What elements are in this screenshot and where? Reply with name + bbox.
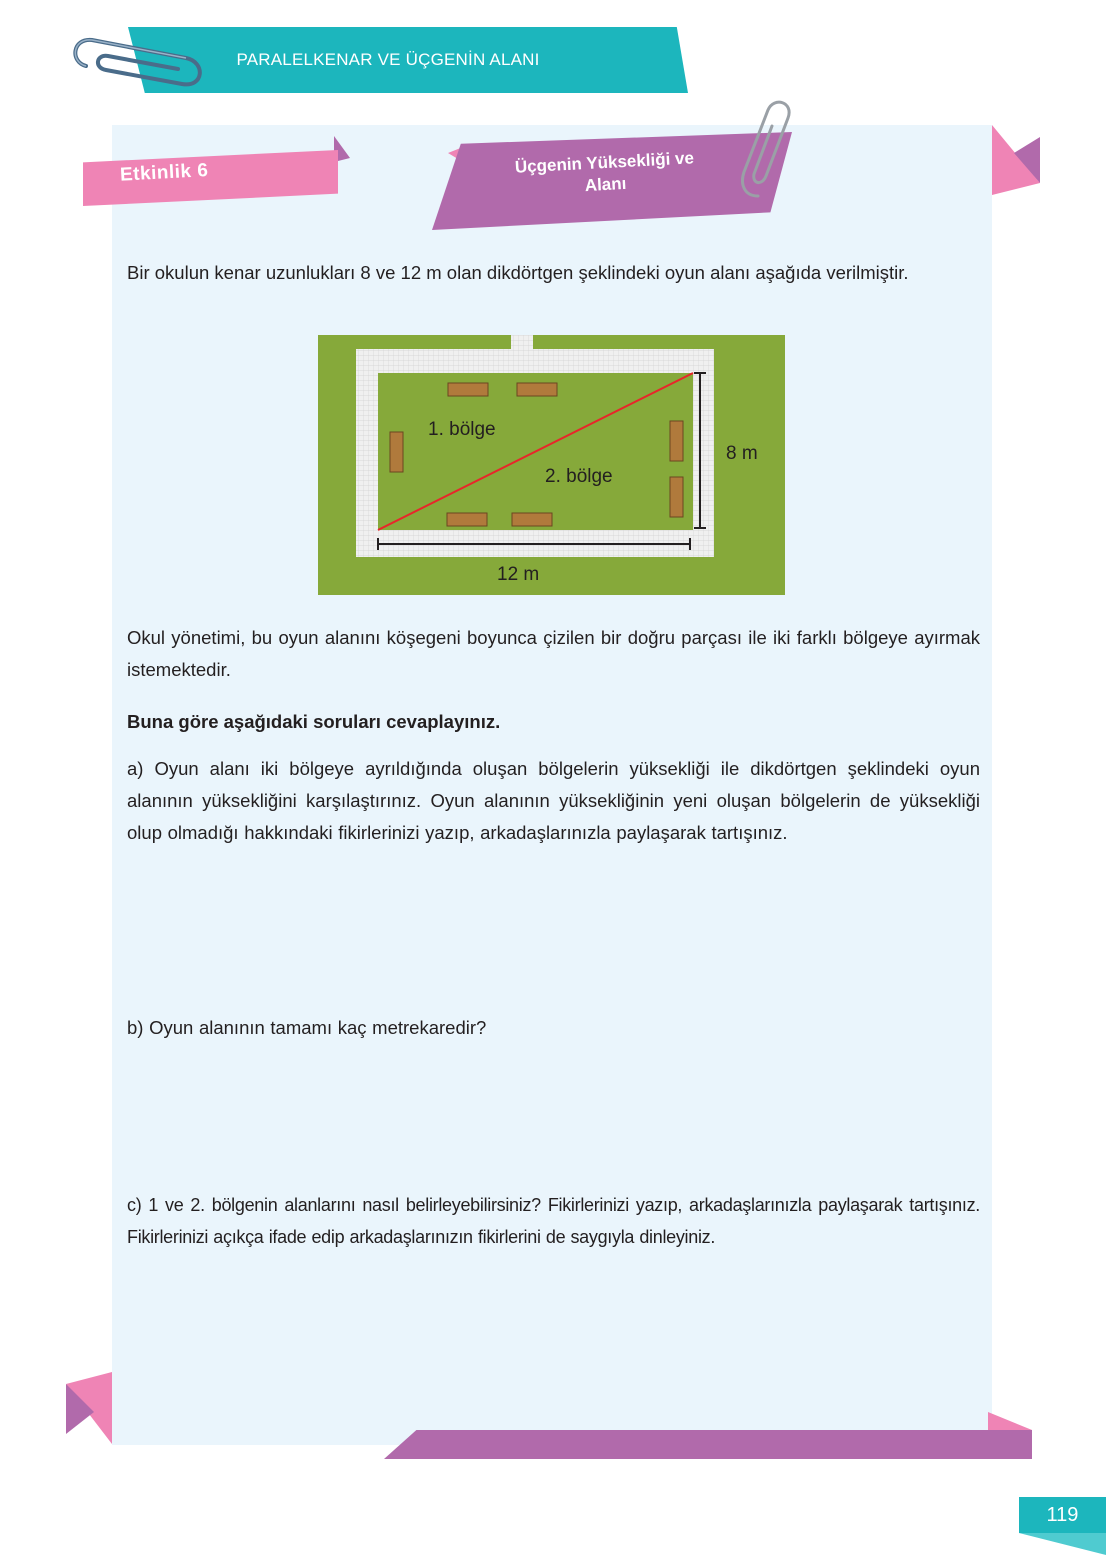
bench [670, 421, 683, 461]
width-label: 12 m [497, 564, 540, 585]
page-number-fold [1019, 1533, 1106, 1555]
bench [670, 477, 683, 517]
question-b: b) Oyun alanının tamamı kaç metrekaredir? [127, 1017, 487, 1038]
instruction-text: Buna göre aşağıdaki soruları cevaplayınız. [127, 711, 501, 732]
corner-ribbon-top-right [992, 125, 1040, 197]
activity-label: Etkinlik 6 [119, 160, 209, 186]
question-a: a) Oyun alanı iki bölgeye ayrıldığında oluşan bölgelerin yüksekliği ile dikdörtgen şeklindeki oyun alanının yüksekliğini karşılaştırınız. Oyun alanının yüksekliğinin yeni oluşan bölgelerin de yüksekliği olup olmadığı hakkındaki fikirlerinizi yazıp, arkadaşlarınızla paylaşarak tartışınız. [127, 758, 980, 843]
question-c: c) 1 ve 2. bölgenin alanlarını nasıl belirleyebilirsiniz? Fikirlerinizi yazıp, arkadaşlarınızla paylaşarak tartışınız. Fikirlerinizi açıkça ifade edip arkadaşlarınızın fikirlerini de saygıyla dinleyiniz. [127, 1195, 980, 1247]
bench [448, 383, 488, 396]
region1-label: 1. bölge [428, 419, 496, 440]
bench [512, 513, 552, 526]
paperclip-icon [728, 96, 798, 206]
bottom-accent-bar [384, 1430, 1032, 1459]
page-number: 119 [1019, 1497, 1106, 1533]
intro-paragraph: Bir okulun kenar uzunlukları 8 ve 12 m olan dikdörtgen şeklindeki oyun alanı aşağıda verilmiştir. [127, 262, 909, 283]
bench [447, 513, 487, 526]
height-label: 8 m [726, 443, 758, 464]
topic-title-line1: Üçgenin Yüksekliği ve [514, 148, 695, 177]
walkway-entrance [511, 335, 533, 351]
playground-figure [318, 335, 785, 595]
chapter-title: PARALELKENAR VE ÜÇGENİN ALANI [236, 50, 540, 69]
topic-title-line2: Alanı [584, 173, 627, 196]
bench [517, 383, 557, 396]
division-paragraph: Okul yönetimi, bu oyun alanını köşegeni boyunca çizilen bir doğru parçası ile iki farklı bölgeye ayırmak istemektedir. [127, 627, 980, 680]
corner-ribbon-bottom-left [66, 1372, 114, 1446]
paperclip-icon [66, 22, 216, 92]
bench [390, 432, 403, 472]
region2-label: 2. bölge [545, 466, 613, 487]
